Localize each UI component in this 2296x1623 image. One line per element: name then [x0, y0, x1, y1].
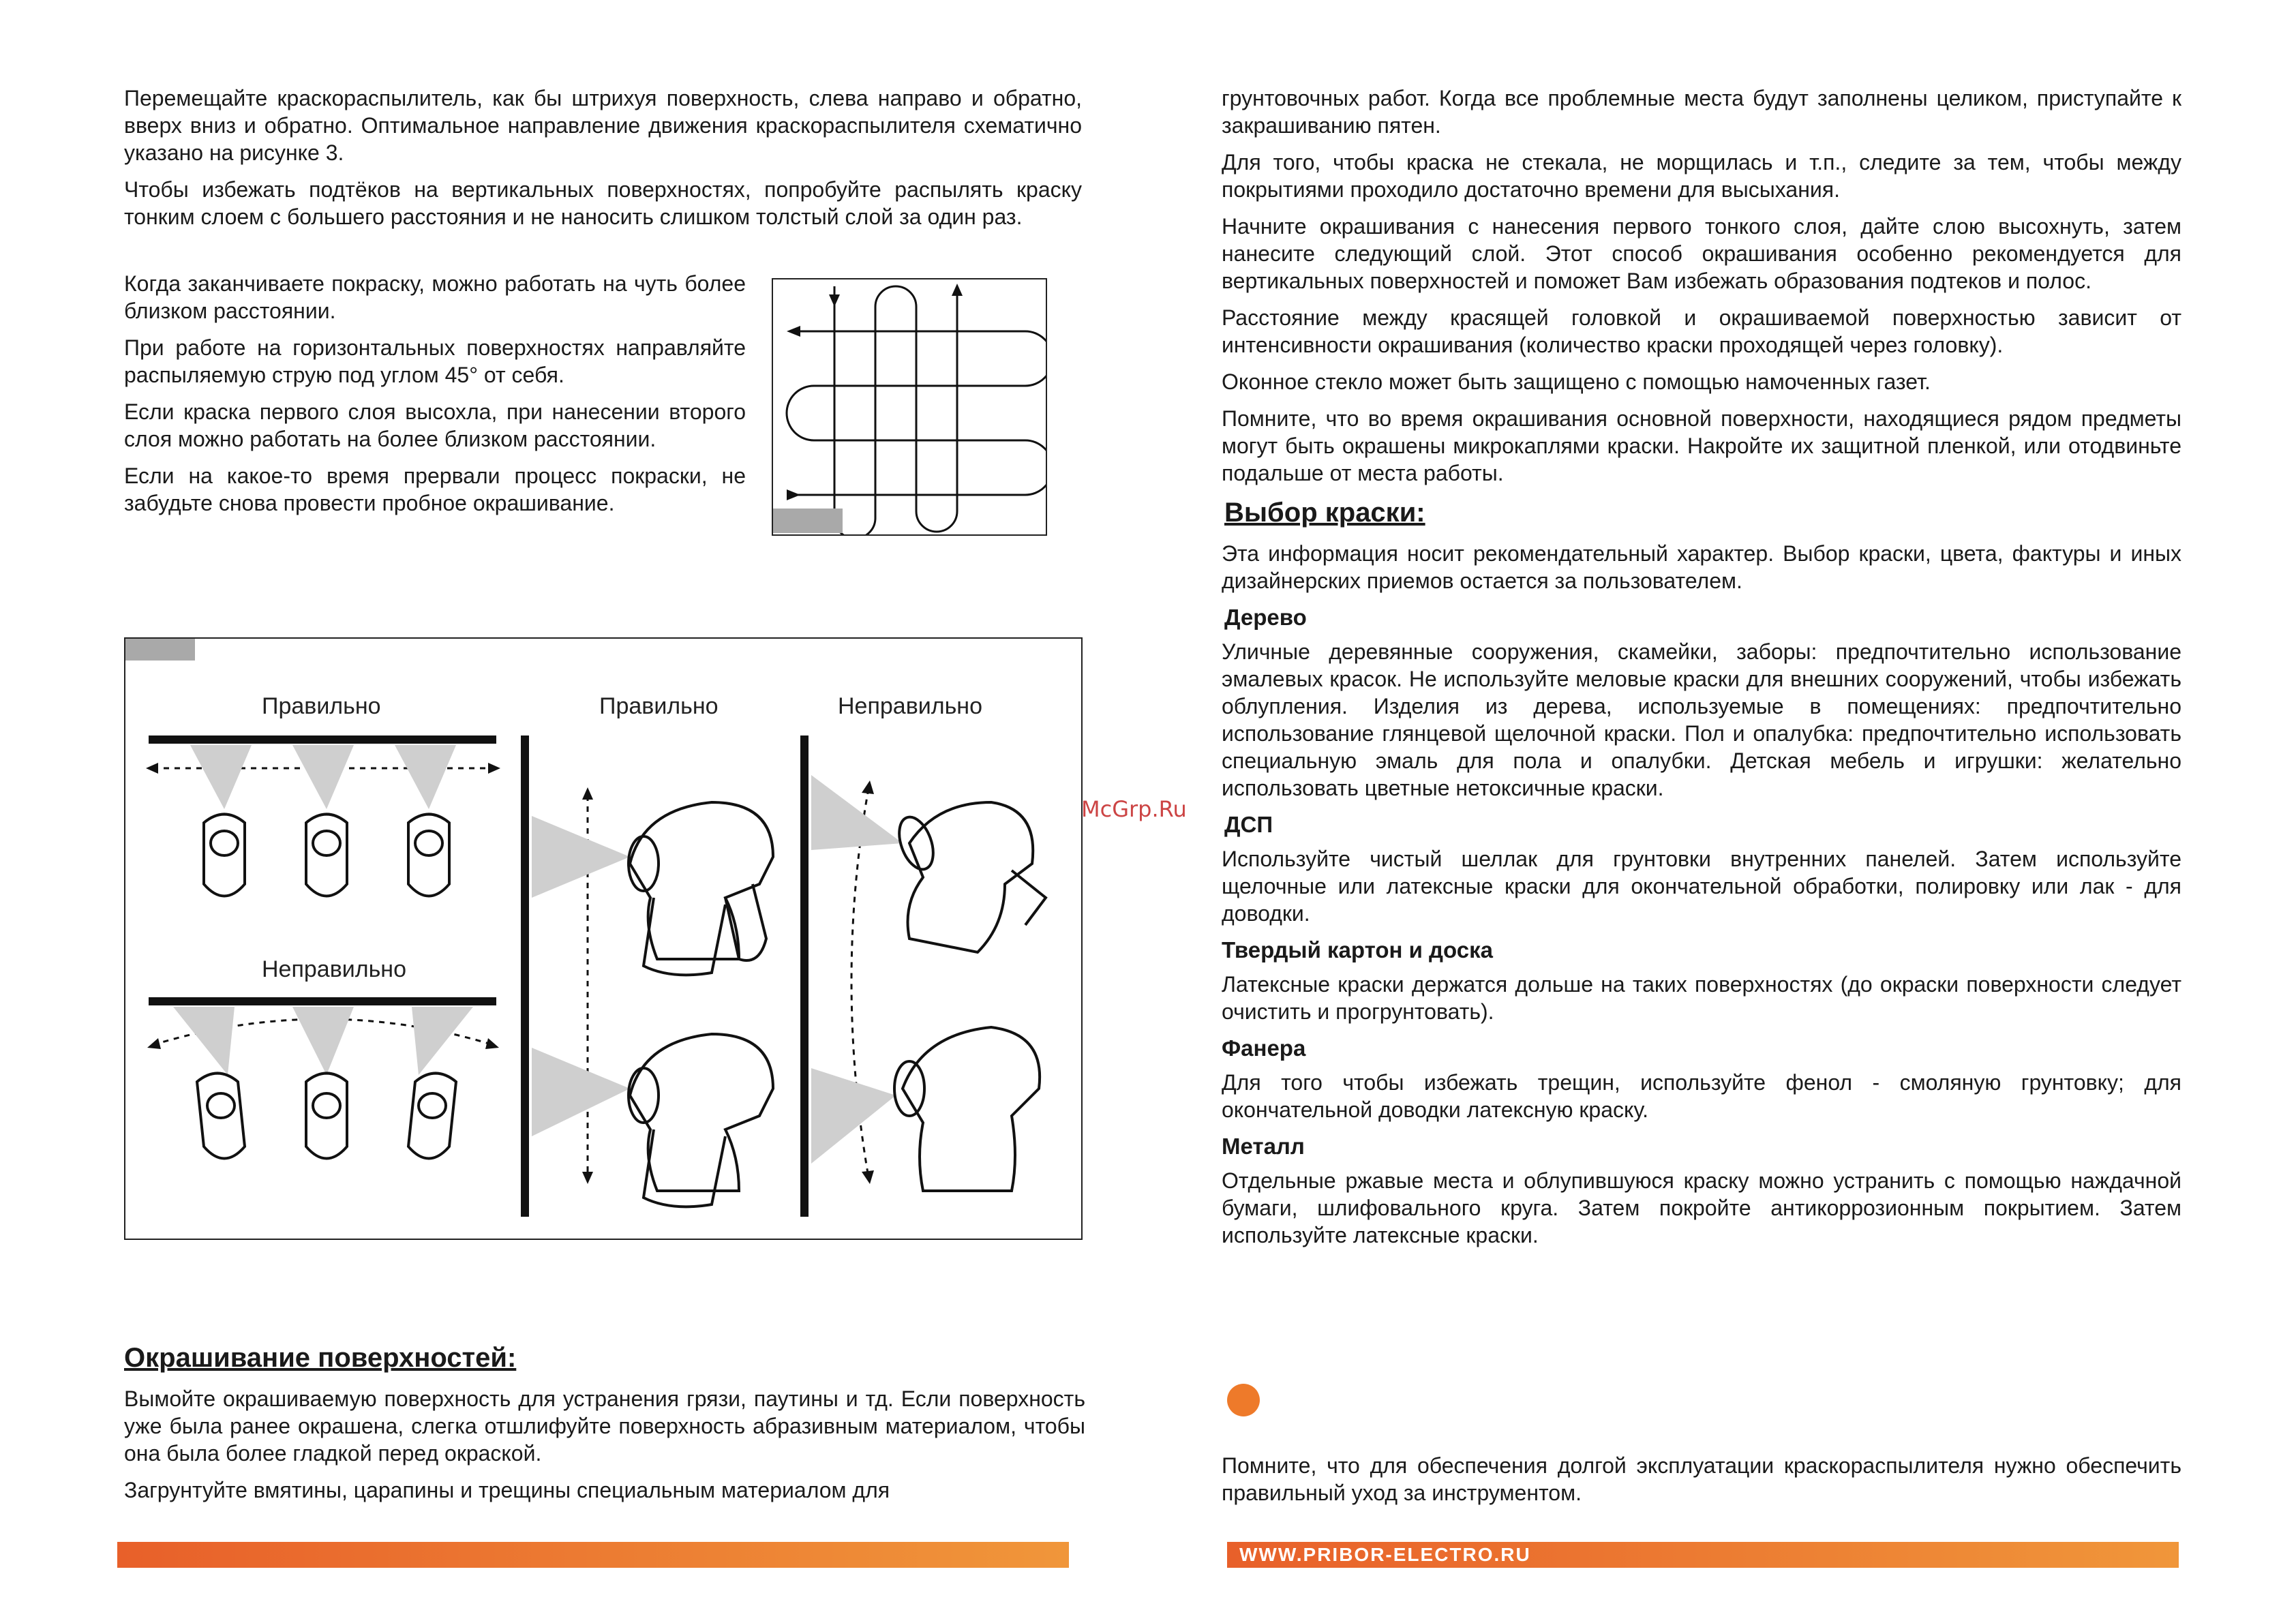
figure-tab — [773, 509, 843, 533]
wall-bar — [521, 735, 529, 1217]
subheading-dsp: ДСП — [1224, 812, 1273, 837]
spray-technique-figure — [124, 637, 1083, 1240]
paragraph: Эта информация носит рекомендательный характер. Выбор краски, цвета, фактуры и иных дизайнерских приемов остается за пользователем. — [1222, 541, 2181, 593]
orange-bullet-icon — [1227, 1384, 1260, 1416]
label-correct-2: Правильно — [599, 693, 719, 719]
label-incorrect-1: Неправильно — [262, 956, 406, 982]
label-correct-1: Правильно — [262, 693, 381, 719]
paragraph: Для того, чтобы краска не стекала, не морщилась и т.п., следите за тем, чтобы между покрытиями проходило достаточно времени для высыхания. — [1222, 150, 2181, 202]
paragraph: Вымойте окрашиваемую поверхность для устранения грязи, паутины и тд. Если поверхность уже была ранее окрашена, слегка отшлифуйте поверхность абразивным материалом, чтобы она была более гладкой перед окраской. — [124, 1386, 1085, 1466]
paragraph: Помните, что для обеспечения долгой эксплуатации краскораспылителя нужно обеспечить правильный уход за инструментом. — [1222, 1453, 2181, 1505]
paragraph: Чтобы избежать подтёков на вертикальных поверхностях, попробуйте распылять краску тонким слоем с большего расстояния и не наносить слишком толстый слой за один раз. — [124, 177, 1082, 229]
serpentine-pattern-icon — [773, 279, 1046, 534]
paragraph: Используйте чистый шеллак для грунтовки внутренних панелей. Затем используйте щелочные или латексные краски для окончательной обработки, полировку или лак - для доводки. — [1222, 847, 2181, 926]
left-narrow-text — [124, 270, 746, 526]
paragraph: Перемещайте краскораспылитель, как бы штрихуя поверхность, слева направо и обратно, вверх вниз и обратно. Оптимальное направление движения краскораспылителя схематично указано на рисунке 3. — [124, 86, 1082, 165]
paragraph: грунтовочных работ. Когда все проблемные места будут заполнены целиком, приступайте к закрашиванию пятен. — [1222, 86, 2181, 138]
paint-sprayer-icon — [629, 802, 773, 1207]
section-title: Выбор краски: — [1224, 498, 1425, 528]
surface-bar — [149, 997, 496, 1005]
subheading-wood: Дерево — [1224, 605, 1307, 630]
subheading-metal: Металл — [1222, 1134, 1305, 1159]
surface-bar — [149, 735, 496, 744]
paragraph: Уличные деревянные сооружения, скамейки, заборы: предпочтительно использование эмалевых красок. Не используйте меловые краски для внешних сооружений, чтобы избежать облупления. Изделия из дерева, используемые в помещениях: предпочтительно использование глянцевой щелочной краски. Пол и опалубка: предпочтительно использовать специальную эмаль для пола и опалубки. Детская мебель и игрушки: желательно использовать цветные нетоксичные краски. — [1222, 639, 2181, 800]
paragraph: Для того чтобы избежать трещин, используйте фенол - смоляную грунтовку; для окончательной доводки латексную краску. — [1222, 1070, 2181, 1122]
paragraph: Если на какое-то время прервали процесс покраски, не забудьте снова провести пробное окрашивание. — [124, 464, 746, 515]
subheading-board: Твердый картон и доска — [1222, 937, 1493, 962]
paragraph: Когда заканчиваете покраску, можно работать на чуть более близком расстоянии. — [124, 271, 746, 323]
footer-bar-left — [117, 1542, 1069, 1568]
paragraph: Расстояние между красящей головкой и окрашиваемой поверхностью зависит от интенсивности окрашивания (количество краски проходящей через головку). — [1222, 305, 2181, 357]
paragraph: Оконное стекло может быть защищено с помощью намоченных газет. — [1222, 369, 1931, 394]
surface-painting-section — [124, 1341, 1085, 1513]
label-incorrect-2: Неправильно — [838, 693, 982, 719]
spray-illustration — [125, 639, 1081, 1239]
left-intro — [124, 85, 1082, 240]
paragraph: Загрунтуйте вмятины, царапины и трещины специальным материалом для — [124, 1478, 890, 1502]
movement-pattern-diagram — [772, 278, 1047, 536]
closing-note — [1222, 1452, 2181, 1516]
paint-sprayer-tilted-icon — [893, 802, 1046, 1191]
paragraph: Латексные краски держатся дольше на таких поверхностях (до окраски поверхности следует очистить и прогрунтовать). — [1222, 972, 2181, 1024]
paragraph: Если краска первого слоя высохла, при нанесении второго слоя можно работать на более близком расстоянии. — [124, 399, 746, 451]
section-title: Окрашивание поверхностей: — [124, 1343, 517, 1373]
watermark: McGrp.Ru — [1081, 796, 1187, 822]
sprayer-top-view-icon — [197, 1074, 456, 1159]
sprayer-top-view-icon — [204, 815, 449, 896]
paragraph: Помните, что во время окрашивания основной поверхности, находящиеся рядом предметы могут быть окрашены микрокаплями краски. Накройте их защитной пленкой, или отодвиньте подальше от места работы. — [1222, 406, 2181, 485]
footer-url[interactable]: WWW.PRIBOR-ELECTRO.RU — [1239, 1544, 1531, 1565]
paragraph: При работе на горизонтальных поверхностях направляйте распыляемую струю под углом 45° от себя. — [124, 335, 746, 387]
paragraph: Начните окрашивания с нанесения первого тонкого слоя, дайте слою высохнуть, затем нанесите следующий слой. Этот способ окрашивания особенно рекомендуется для вертикальных поверхностей и поможет Вам избежать образования подтеков и полос. — [1222, 214, 2181, 293]
wall-bar — [800, 735, 809, 1217]
subheading-plywood: Фанера — [1222, 1035, 1306, 1061]
paragraph: Отдельные ржавые места и облупившуюся краску можно устранить с помощью наждачной бумаги, шлифовального круга. Затем покройте антикоррозионным покрытием. Затем используйте латексные краски. — [1222, 1168, 2181, 1247]
right-column — [1222, 85, 2181, 1258]
